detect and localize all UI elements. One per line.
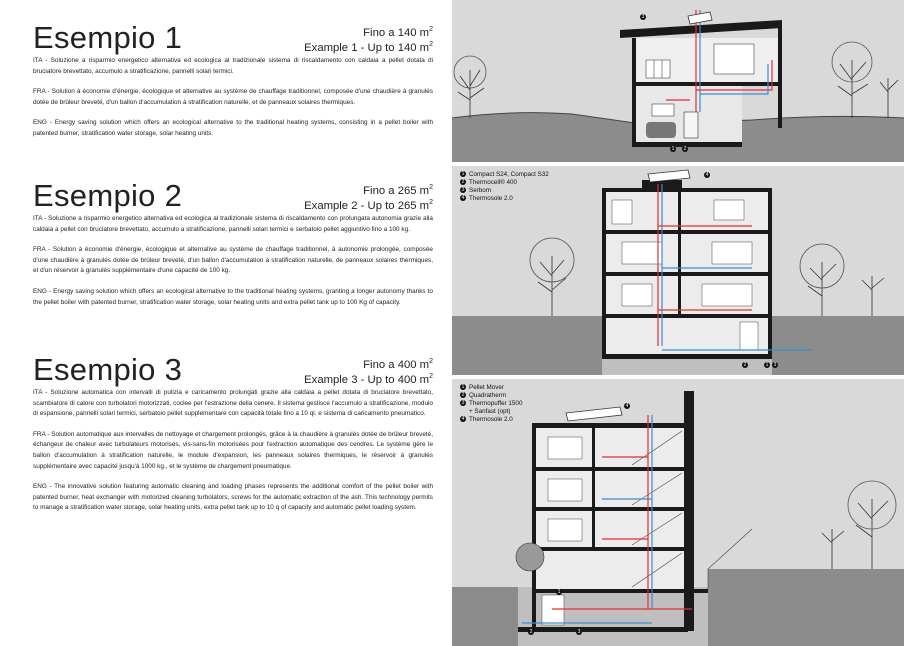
text-eng: ENG - Energy saving solution which offers an ecological alternative to the traditional heating systems, consisting in a pellet boiler with patented burner, stratification water storage, solar heating units.	[33, 119, 433, 137]
legend-item: + Sanfast (opt)	[469, 408, 511, 415]
text-eng: ENG - The innovative solution featuring automatic cleaning and loading phases represents the additional comfort of the pellet boiler with patented burner, heat exchanger with motorized cleaning turbolators, screws for the automatic extraction of the ash. This technology permits to manage a stratification water storage, solar heating units, extra pellet tank up to 10 q of capacity and automatic pellet loading system.	[33, 483, 433, 512]
marker-1: 1	[765, 362, 769, 369]
example-title: Esempio 1	[33, 20, 183, 55]
example-1-section	[33, 18, 433, 150]
legend-item: 3 Thermopuffer 1500	[461, 400, 523, 407]
marker-2: 2	[683, 146, 687, 153]
text-fra: FRA - Solution automatique aux intervalles de nettoyage et chargement prolongés, grâce à la chaudière à granulés dotée de brûleur breveté, échangeur de chaleur avec turbulateurs motorisés, vis-sans-fin motorisées pour l'extraction automatique des cendres. Le système gère le ballon d'accumulation à stratification naturelle, le module d'expansion, les panneaux solaires thermiques, le réservoir à granulés supplémentaire avec capacité jusqu'à 1000 kg., et le système de chargement pneumatique.	[33, 430, 433, 470]
marker-1: 1	[557, 589, 561, 596]
example-title: Esempio 2	[33, 178, 183, 213]
marker-4: 4	[705, 172, 709, 179]
example-2-section	[33, 176, 433, 318]
example-3-section	[33, 350, 433, 524]
house-1-drawing	[452, 0, 904, 162]
legend-item: 3 Serbom	[461, 187, 492, 194]
marker-1: 1	[671, 146, 675, 153]
legend-item: 4 Thermosole 2.0	[461, 416, 513, 423]
legend-list	[460, 384, 522, 424]
legend-item: 2 Thermocell® 400	[461, 179, 518, 186]
legend-item: 1 Pellet Mover	[461, 384, 504, 391]
legend-list	[460, 171, 549, 203]
illustration-column	[452, 0, 904, 646]
house-section-illustration-3	[452, 379, 904, 646]
example-title: Esempio 3	[33, 352, 183, 387]
house-section-illustration-1	[452, 0, 904, 162]
legend-item: 2 Quadratherm	[461, 392, 507, 399]
marker-2: 2	[529, 629, 533, 636]
legend-item: 4 Thermosole 2.0	[461, 195, 513, 202]
marker-3: 3	[577, 629, 581, 636]
example-range: Fino a 265 $m^2$ Example 2 - Up to 265 $m^2$	[304, 184, 433, 212]
text-ita: ITA - Soluzione a risparmio energetico alternativa ed ecologica al tradizionale sistema di riscaldamento con prolungata autonomia grazie alla caldaia a pellet con bruciatore brevettato, accumulo a stratificazione, pannelli solari termici e serbatoio pellet aggiuntivo fino a 100 kg.	[33, 215, 433, 233]
text-fra: FRA - Solution à économie d'énergie, écologique et alternative au système de chauffage traditionnel, à autonomie prolongée, composée d'une chaudière à granulés dotée de brûleur breveté, d'un ballon d'accumulation à stratification naturelle, de panneaux solaires thermiques, et d'un réservoir à granulés supplémentaire d'une capacité de 100 kg.	[33, 246, 433, 275]
marker-2: 2	[743, 362, 747, 369]
house-section-illustration-2	[452, 166, 904, 375]
text-fra: FRA - Solution à économie d'énergie, écologique et alternative au système de chauffage traditionnel, composée d'une chaudière à granulés dotée de brûleur breveté, d'un ballon d'accumulation à stratification naturelle, et de panneaux solaires thermiques.	[33, 88, 433, 106]
marker-3: 3	[773, 362, 777, 369]
legend-item: 1 Compact S24, Compact S32	[461, 171, 549, 178]
text-ita: ITA - Soluzione automatica con intervalli di pulizia e caricamento prolungati grazie alla caldaia a pellet dotata di bruciatore brevettato, scambiatore di calore con turbolatori motorizzati, coclee per l'estrazione della cenere. Il sistema gestisce l'accumulo a stratificazione, modulo di espansione, pannelli solari termici, serbatoio pellet supplementare con capacità totale fino a 10 ql. e sistema di caricamento pneumatico.	[33, 389, 433, 418]
example-range: Fino a 400 $m^2$ Example 3 - Up to 400 $m^2$	[304, 358, 433, 386]
marker-4: 4	[625, 403, 629, 410]
text-ita: ITA - Soluzione a risparmio energetico alternativa ed ecologica al tradizionale sistema di riscaldamento con caldaia a pellet dotata di bruciatore brevettato, accumulo a stratificazione, pannelli solari termici.	[33, 57, 433, 75]
text-eng: ENG - Energy saving solution which offers an ecological alternative to the traditional heating systems, granting a longer autonomy thanks to the pellet boiler with patented burner, stratification water storage, solar heating units and extra pellet tank up to 100 Kg of capacity.	[33, 287, 433, 306]
example-range: Fino a 140 $m^2$ Example 1 - Up to 140 $m^2$	[304, 26, 433, 54]
marker-3: 3	[641, 14, 645, 21]
